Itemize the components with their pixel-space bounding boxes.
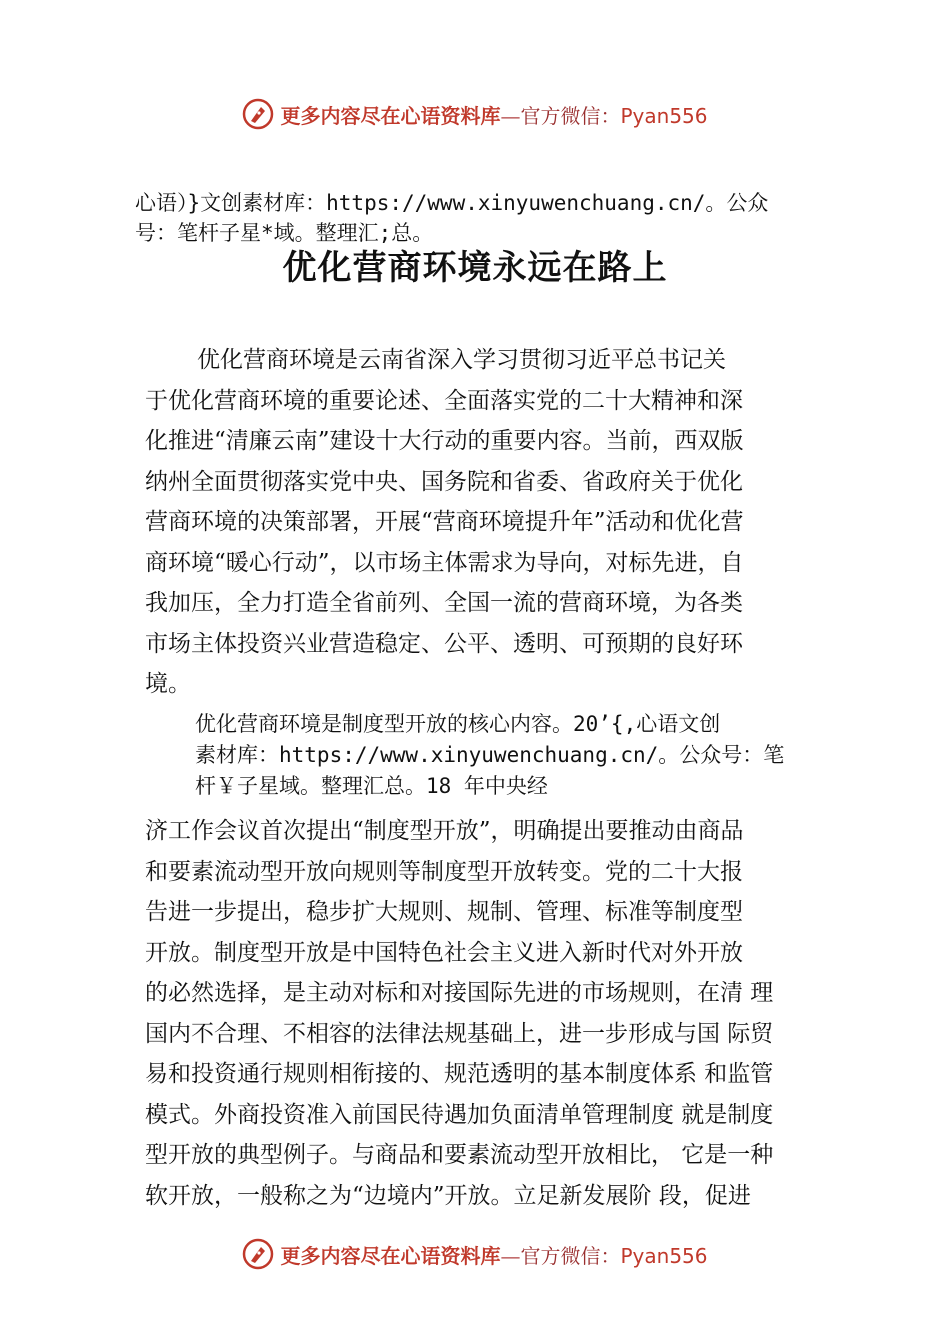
text-line: 纳州全面贯彻落实党中央、国务院和省委、省政府关于优化 [145,468,743,495]
text-line: 软开放，一般称之为“边境内”开放。立足新发展阶 段，促进 [145,1182,751,1209]
pen-nib-logo-icon [242,1238,274,1270]
source-note-line: 号：笔杆子星*域。整理汇;总。 [135,221,434,245]
source-note-line: 杆￥子星域。整理汇总。18 年中央经 [195,774,548,798]
banner-separator: — [500,103,521,128]
text-line: 易和投资通行规则相衔接的、规范透明的基本制度体系 和监管 [145,1061,774,1087]
banner-separator: — [500,1243,521,1268]
banner-text [280,100,707,129]
source-note-inline [195,709,845,802]
banner-wechat-label: 官方微信： [520,103,621,128]
banner-brand-text: 更多内容尽在心语资料库 [280,1243,501,1268]
banner-wechat-label: 官方微信： [520,1243,621,1268]
banner-wechat-id: Pyan556 [620,1243,708,1268]
document-title: 优化营商环境永远在路上 [282,248,668,288]
text-line: 开放。制度型开放是中国特色社会主义进入新时代对外开放 [145,939,743,966]
source-note-top [135,188,855,248]
text-line: 于优化营商环境的重要论述、全面落实党的二十大精神和深 [145,387,743,414]
pen-nib-logo-icon [242,98,274,130]
text-line: 国内不合理、不相容的法律法规基础上，进一步形成与国 际贸 [145,1020,774,1047]
text-line: 我加压，全力打造全省前列、全国一流的营商环境，为各类 [145,590,743,616]
header-banner [0,92,950,136]
text-line: 市场主体投资兴业营造稳定、公平、透明、可预期的良好环 [145,630,743,657]
text-line: 营商环境的决策部署，开展“营商环境提升年”活动和优化营 [145,509,744,535]
source-note-line: 素材库：https://www.xinyuwenchuang.cn/。公众号：笔 [195,743,785,767]
text-line: 告进一步提出，稳步扩大规则、规制、管理、标准等制度型 [145,899,743,925]
text-line: 型开放的典型例子。与商品和要素流动型开放相比， 它是一种 [145,1142,774,1168]
text-line: 济工作会议首次提出“制度型开放”，明确提出要推动由商品 [145,818,744,844]
text-line: 模式。外商投资准入前国民待遇加负面清单管理制度 就是制度 [145,1101,774,1128]
text-line: 和要素流动型开放向规则等制度型开放转变。党的二十大报 [145,858,743,885]
banner-text [280,1240,707,1269]
banner-wechat-id: Pyan556 [620,103,708,128]
source-note-line: 心语）}文创素材库：https://www.xinyuwenchuang.cn/。公众 [135,191,769,215]
text-line: 商环境“暖心行动”，以市场主体需求为导向，对标先进，自 [145,549,744,576]
banner-brand-text: 更多内容尽在心语资料库 [280,103,501,128]
source-note-line: 优化营商环境是制度型开放的核心内容。20’{,心语文创 [195,712,721,736]
paragraph-1 [145,340,845,705]
text-line: 的必然选择，是主动对标和对接国际先进的市场规则，在清 理 [145,980,774,1006]
paragraph-2 [145,811,845,1216]
text-line: 优化营商环境是云南省深入学习贯彻习近平总书记关 [197,347,726,373]
text-line: 化推进“清廉云南”建设十大行动的重要内容。当前，西双版 [145,428,744,454]
text-line: 境。 [145,671,191,697]
footer-banner [0,1232,950,1276]
